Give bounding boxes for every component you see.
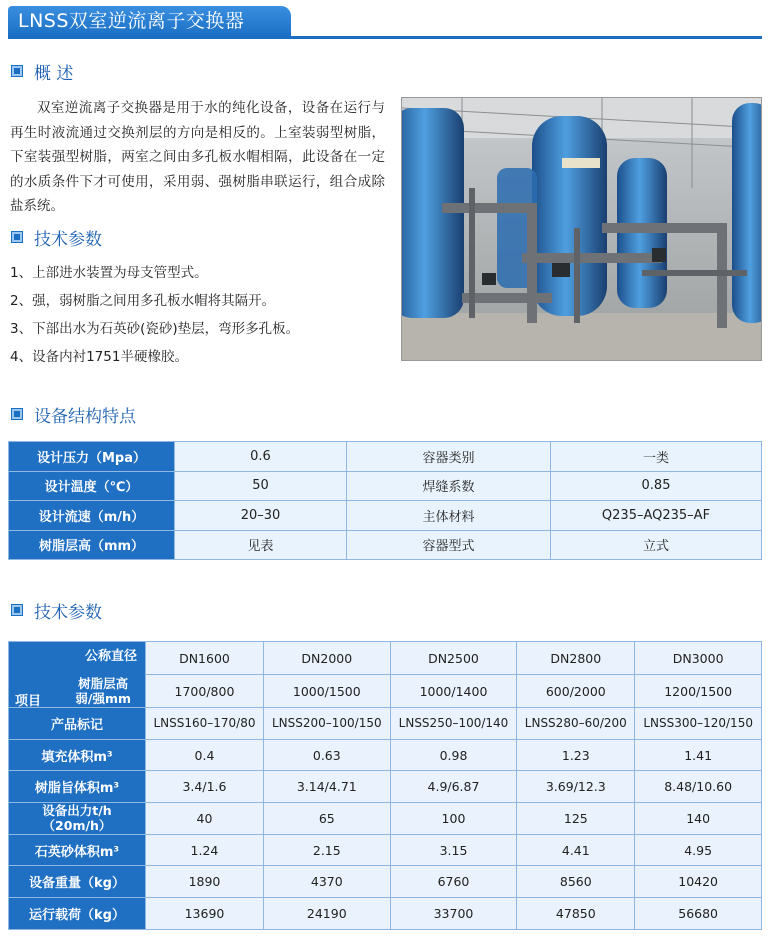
structure-table: [8, 441, 762, 560]
table-cell: 140: [635, 803, 762, 835]
bullet-square-icon: [12, 409, 22, 419]
table-cell: 焊缝系数: [347, 471, 551, 501]
table-cell: 20–30: [175, 501, 347, 531]
table-header-cell: 石英砂体积m³: [9, 834, 146, 866]
table-cell: 50: [175, 471, 347, 501]
tech-params-heading: [12, 226, 102, 248]
spec-heading-text: 技术参数: [34, 602, 102, 623]
equipment-photo: [401, 97, 762, 361]
table-cell: 33700: [390, 898, 517, 930]
table-corner-header: [9, 642, 146, 708]
table-cell: 1.24: [146, 834, 264, 866]
table-cell: 47850: [517, 898, 635, 930]
bullet-square-icon: [12, 605, 22, 615]
list-item: 1、上部进水装置为母支管型式。: [10, 265, 208, 281]
table-cell: 主体材料: [347, 501, 551, 531]
table-cell: 1.23: [517, 739, 635, 771]
table-header-cell: 设计压力（Mpa）: [9, 442, 175, 472]
table-cell: 4.95: [635, 834, 762, 866]
table-cell: 见表: [175, 530, 347, 560]
table-cell: 24190: [263, 898, 390, 930]
table-cell: 0.85: [551, 471, 762, 501]
table-cell: 容器型式: [347, 530, 551, 560]
corner-label-resin: [75, 676, 131, 706]
table-header-cell: 树脂层高（mm）: [9, 530, 175, 560]
table-cell: DN1600: [146, 642, 264, 675]
list-item: 4、设备内衬1751半硬橡胶。: [10, 349, 188, 365]
table-cell: 56680: [635, 898, 762, 930]
table-cell: LNSS250–100/140: [390, 708, 517, 740]
table-cell: LNSS160–170/80: [146, 708, 264, 740]
table-row: [9, 501, 762, 531]
tech-params-list: [10, 259, 299, 371]
table-cell: 1.41: [635, 739, 762, 771]
table-cell: 65: [263, 803, 390, 835]
table-cell: LNSS300–120/150: [635, 708, 762, 740]
spec-table: [8, 641, 762, 930]
table-cell: 0.63: [263, 739, 390, 771]
table-cell: 40: [146, 803, 264, 835]
table-cell: LNSS280–60/200: [517, 708, 635, 740]
page-title: LNSS双室逆流离子交换器: [8, 6, 291, 37]
overview-heading-text: 概 述: [34, 63, 74, 84]
table-header-cell: 设备重量（kg）: [9, 866, 146, 898]
structure-heading-text: 设备结构特点: [34, 406, 136, 427]
table-cell: 0.6: [175, 442, 347, 472]
table-row: [9, 471, 762, 501]
table-row: [9, 708, 762, 740]
table-cell: 1000/1500: [263, 675, 390, 708]
table-cell: 立式: [551, 530, 762, 560]
table-row: [9, 803, 762, 835]
corner-label-resin-line2: 弱/强mm: [75, 691, 131, 706]
table-cell: 0.98: [390, 739, 517, 771]
table-cell: 0.4: [146, 739, 264, 771]
tech-params-heading-text: 技术参数: [34, 229, 102, 250]
table-cell: Q235–AQ235–AF: [551, 501, 762, 531]
table-row: [9, 898, 762, 930]
overview-text: 双室逆流离子交换器是用于水的纯化设备，设备在运行与再生时液流通过交换剂层的方向是相反的。上室装弱型树脂，下室装强型树脂，两室之间由多孔板水帽相隔，此设备在一定的水质条件下才可使用，采用弱、强树脂串联运行，组合成除盐系统。: [10, 100, 385, 214]
table-cell: 1000/1400: [390, 675, 517, 708]
table-cell: 3.15: [390, 834, 517, 866]
table-cell: DN2800: [517, 642, 635, 675]
table-cell: DN2000: [263, 642, 390, 675]
corner-label-resin-line1: 树脂层高: [78, 676, 129, 691]
table-cell: 4.41: [517, 834, 635, 866]
table-cell: 600/2000: [517, 675, 635, 708]
table-cell: 3.14/4.71: [263, 771, 390, 803]
table-row: [9, 866, 762, 898]
table-cell: 8.48/10.60: [635, 771, 762, 803]
table-row: [9, 442, 762, 472]
table-cell: LNSS200–100/150: [263, 708, 390, 740]
table-cell: 3.4/1.6: [146, 771, 264, 803]
table-cell: 4370: [263, 866, 390, 898]
table-row: [9, 642, 762, 675]
table-cell: 1700/800: [146, 675, 264, 708]
table-cell: 2.15: [263, 834, 390, 866]
table-cell: 容器类别: [347, 442, 551, 472]
table-cell: 1890: [146, 866, 264, 898]
table-header-cell: 树脂旨体积m³: [9, 771, 146, 803]
list-item: 3、下部出水为石英砂(瓷砂)垫层，弯形多孔板。: [10, 321, 300, 337]
spec-heading: [12, 599, 102, 621]
structure-heading: [12, 403, 136, 425]
list-item: 2、强，弱树脂之间用多孔板水帽将其隔开。: [10, 293, 276, 309]
bullet-square-icon: [12, 232, 22, 242]
table-cell: 6760: [390, 866, 517, 898]
table-row: [9, 739, 762, 771]
table-cell: DN3000: [635, 642, 762, 675]
table-cell: 4.9/6.87: [390, 771, 517, 803]
table-header-cell: 产品标记: [9, 708, 146, 740]
table-header-cell: 运行载荷（kg）: [9, 898, 146, 930]
table-cell: DN2500: [390, 642, 517, 675]
table-cell: 100: [390, 803, 517, 835]
table-row: [9, 530, 762, 560]
overview-heading: [12, 60, 73, 82]
table-cell: 8560: [517, 866, 635, 898]
table-header-cell: 设计温度（℃）: [9, 471, 175, 501]
table-cell: 10420: [635, 866, 762, 898]
corner-label-item: 项目: [15, 694, 42, 709]
table-cell: 3.69/12.3: [517, 771, 635, 803]
table-cell: 13690: [146, 898, 264, 930]
table-header-cell: 填充体积m³: [9, 739, 146, 771]
title-underline: [8, 36, 762, 39]
table-header-cell: 设备出力t/h （20m/h）: [9, 803, 146, 835]
table-row: [9, 834, 762, 866]
table-row: [9, 771, 762, 803]
corner-label-diameter: 公称直径: [84, 649, 137, 664]
table-header-cell: 设计流速（m/h）: [9, 501, 175, 531]
bullet-square-icon: [12, 66, 22, 76]
table-cell: 一类: [551, 442, 762, 472]
table-cell: 1200/1500: [635, 675, 762, 708]
table-cell: 125: [517, 803, 635, 835]
